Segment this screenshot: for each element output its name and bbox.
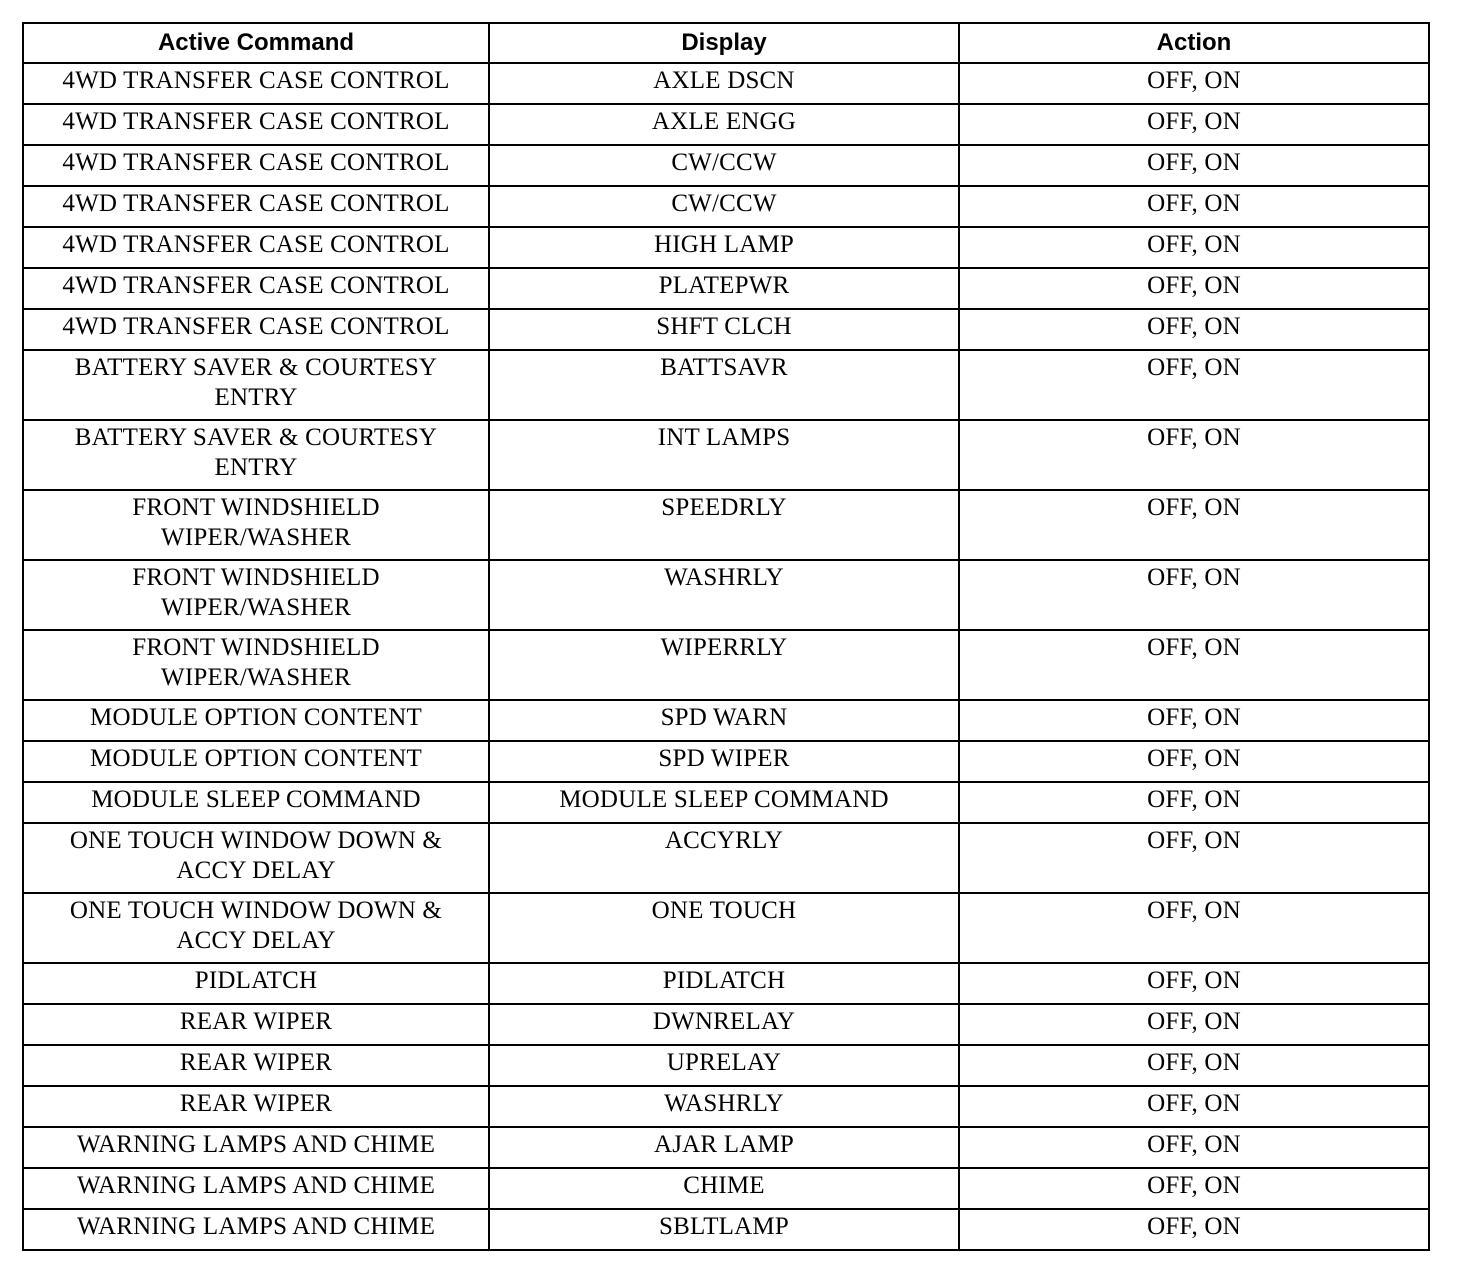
command-line: BATTERY SAVER & COURTESY xyxy=(74,354,438,381)
command-line: WARNING LAMPS AND CHIME xyxy=(76,1213,436,1240)
cell-display: AXLE DSCN xyxy=(489,63,959,104)
cell-active-command xyxy=(23,309,489,350)
cell-active-command xyxy=(23,630,489,700)
command-line: ENTRY xyxy=(214,384,298,411)
command-line: FRONT WINDSHIELD xyxy=(132,564,380,591)
active-command-table xyxy=(22,22,1430,1251)
command-line: PIDLATCH xyxy=(194,967,318,994)
cell-active-command xyxy=(23,700,489,741)
cell-active-command xyxy=(23,963,489,1004)
document-page xyxy=(22,22,1428,1251)
cell-action: OFF, ON xyxy=(959,145,1429,186)
cell-action: OFF, ON xyxy=(959,823,1429,893)
cell-action: OFF, ON xyxy=(959,1127,1429,1168)
cell-display: WASHRLY xyxy=(489,560,959,630)
table-row xyxy=(23,893,1429,963)
command-line: MODULE OPTION CONTENT xyxy=(90,745,422,772)
command-line: WIPER/WASHER xyxy=(161,664,351,691)
cell-display: AXLE ENGG xyxy=(489,104,959,145)
cell-display: MODULE SLEEP COMMAND xyxy=(489,782,959,823)
command-line: MODULE SLEEP COMMAND xyxy=(91,786,421,813)
cell-active-command xyxy=(23,560,489,630)
table-row xyxy=(23,741,1429,782)
cell-action: OFF, ON xyxy=(959,104,1429,145)
table-row xyxy=(23,700,1429,741)
table-row xyxy=(23,1045,1429,1086)
table-row xyxy=(23,963,1429,1004)
cell-active-command xyxy=(23,350,489,420)
table-row xyxy=(23,1168,1429,1209)
cell-active-command xyxy=(23,268,489,309)
cell-active-command xyxy=(23,145,489,186)
cell-active-command xyxy=(23,104,489,145)
table-header xyxy=(23,23,1429,63)
cell-action: OFF, ON xyxy=(959,186,1429,227)
cell-action: OFF, ON xyxy=(959,1209,1429,1250)
cell-active-command xyxy=(23,823,489,893)
cell-action: OFF, ON xyxy=(959,963,1429,1004)
cell-active-command xyxy=(23,227,489,268)
cell-display: BATTSAVR xyxy=(489,350,959,420)
cell-display: HIGH LAMP xyxy=(489,227,959,268)
cell-display: SPD WARN xyxy=(489,700,959,741)
cell-display: CHIME xyxy=(489,1168,959,1209)
cell-action: OFF, ON xyxy=(959,1086,1429,1127)
table-row xyxy=(23,1209,1429,1250)
command-line: WARNING LAMPS AND CHIME xyxy=(76,1172,436,1199)
cell-action: OFF, ON xyxy=(959,1004,1429,1045)
command-line: ONE TOUCH WINDOW DOWN & xyxy=(69,827,443,854)
cell-action: OFF, ON xyxy=(959,1045,1429,1086)
cell-display: SPEEDRLY xyxy=(489,490,959,560)
command-line: REAR WIPER xyxy=(179,1049,333,1076)
command-line: ACCY DELAY xyxy=(176,927,336,954)
cell-display: WASHRLY xyxy=(489,1086,959,1127)
command-line: FRONT WINDSHIELD xyxy=(132,494,380,521)
command-line: 4WD TRANSFER CASE CONTROL xyxy=(62,231,450,258)
command-line: WIPER/WASHER xyxy=(161,524,351,551)
cell-display: SHFT CLCH xyxy=(489,309,959,350)
table-row xyxy=(23,420,1429,490)
cell-active-command xyxy=(23,63,489,104)
header-display: Display xyxy=(489,23,959,63)
table-row xyxy=(23,104,1429,145)
cell-display: PLATEPWR xyxy=(489,268,959,309)
cell-action: OFF, ON xyxy=(959,63,1429,104)
cell-display: AJAR LAMP xyxy=(489,1127,959,1168)
header-active-command: Active Command xyxy=(23,23,489,63)
command-line: 4WD TRANSFER CASE CONTROL xyxy=(62,67,450,94)
cell-action: OFF, ON xyxy=(959,227,1429,268)
cell-display: CW/CCW xyxy=(489,145,959,186)
command-line: ENTRY xyxy=(214,454,298,481)
cell-display: SPD WIPER xyxy=(489,741,959,782)
cell-action: OFF, ON xyxy=(959,420,1429,490)
table-row xyxy=(23,268,1429,309)
table-row xyxy=(23,782,1429,823)
cell-display: UPRELAY xyxy=(489,1045,959,1086)
cell-display: CW/CCW xyxy=(489,186,959,227)
cell-active-command xyxy=(23,1127,489,1168)
command-line: ONE TOUCH WINDOW DOWN & xyxy=(69,897,443,924)
cell-active-command xyxy=(23,782,489,823)
cell-display: SBLTLAMP xyxy=(489,1209,959,1250)
cell-active-command xyxy=(23,1086,489,1127)
cell-action: OFF, ON xyxy=(959,560,1429,630)
cell-action: OFF, ON xyxy=(959,490,1429,560)
cell-action: OFF, ON xyxy=(959,782,1429,823)
table-row xyxy=(23,145,1429,186)
cell-action: OFF, ON xyxy=(959,1168,1429,1209)
command-line: WARNING LAMPS AND CHIME xyxy=(76,1131,436,1158)
cell-action: OFF, ON xyxy=(959,893,1429,963)
table-body xyxy=(23,63,1429,1250)
command-line: 4WD TRANSFER CASE CONTROL xyxy=(62,108,450,135)
table-row xyxy=(23,63,1429,104)
cell-display: INT LAMPS xyxy=(489,420,959,490)
cell-action: OFF, ON xyxy=(959,309,1429,350)
command-line: ACCY DELAY xyxy=(176,857,336,884)
cell-active-command xyxy=(23,893,489,963)
cell-display: ACCYRLY xyxy=(489,823,959,893)
cell-display: DWNRELAY xyxy=(489,1004,959,1045)
cell-display: WIPERRLY xyxy=(489,630,959,700)
command-line: REAR WIPER xyxy=(179,1008,333,1035)
cell-active-command xyxy=(23,1168,489,1209)
header-row xyxy=(23,23,1429,63)
table-row xyxy=(23,1086,1429,1127)
table-row xyxy=(23,1004,1429,1045)
cell-display: PIDLATCH xyxy=(489,963,959,1004)
cell-display: ONE TOUCH xyxy=(489,893,959,963)
table-row xyxy=(23,490,1429,560)
command-line: BATTERY SAVER & COURTESY xyxy=(74,424,438,451)
command-line: MODULE OPTION CONTENT xyxy=(90,704,422,731)
cell-action: OFF, ON xyxy=(959,268,1429,309)
table-row xyxy=(23,823,1429,893)
command-line: 4WD TRANSFER CASE CONTROL xyxy=(62,190,450,217)
table-row xyxy=(23,1127,1429,1168)
cell-active-command xyxy=(23,490,489,560)
cell-active-command xyxy=(23,420,489,490)
cell-active-command xyxy=(23,1045,489,1086)
table-row xyxy=(23,309,1429,350)
header-action: Action xyxy=(959,23,1429,63)
table-row xyxy=(23,630,1429,700)
cell-active-command xyxy=(23,1209,489,1250)
command-line: 4WD TRANSFER CASE CONTROL xyxy=(62,313,450,340)
command-line: 4WD TRANSFER CASE CONTROL xyxy=(62,272,450,299)
cell-action: OFF, ON xyxy=(959,700,1429,741)
table-row xyxy=(23,186,1429,227)
table-row xyxy=(23,350,1429,420)
cell-active-command xyxy=(23,186,489,227)
command-line: FRONT WINDSHIELD xyxy=(132,634,380,661)
cell-active-command xyxy=(23,741,489,782)
cell-action: OFF, ON xyxy=(959,350,1429,420)
command-line: REAR WIPER xyxy=(179,1090,333,1117)
table-row xyxy=(23,560,1429,630)
cell-action: OFF, ON xyxy=(959,741,1429,782)
command-line: WIPER/WASHER xyxy=(161,594,351,621)
table-row xyxy=(23,227,1429,268)
cell-active-command xyxy=(23,1004,489,1045)
command-line: 4WD TRANSFER CASE CONTROL xyxy=(62,149,450,176)
cell-action: OFF, ON xyxy=(959,630,1429,700)
